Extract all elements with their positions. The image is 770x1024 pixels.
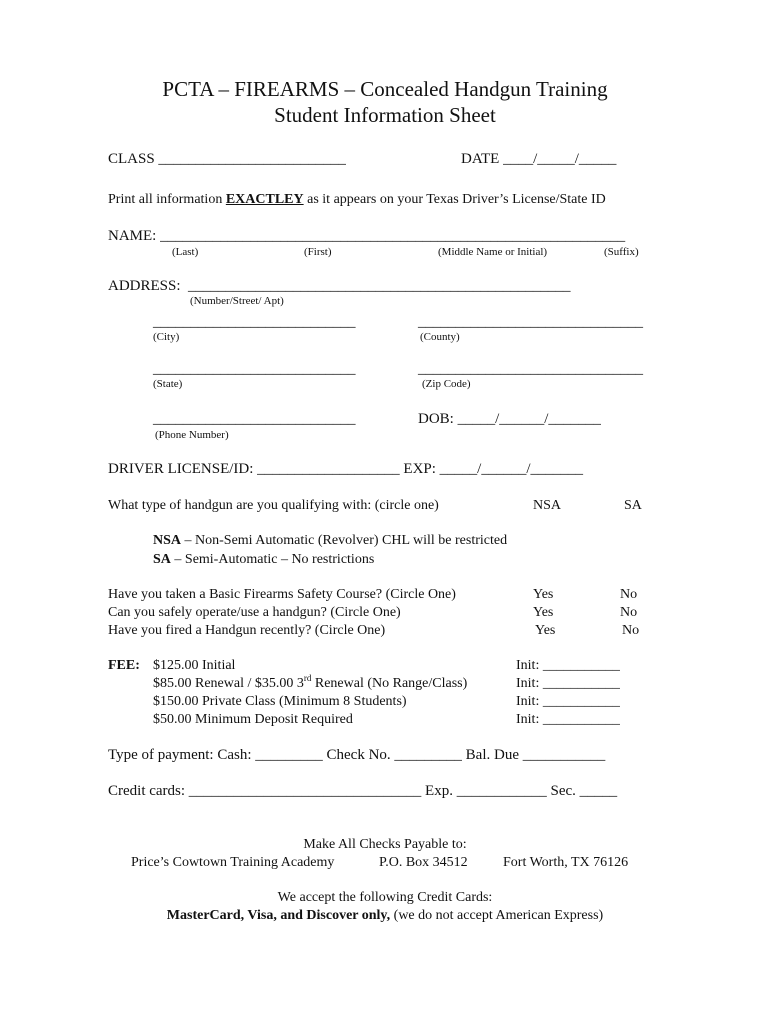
sa-desc: – Semi-Automatic – No restrictions [170,552,375,567]
fee-item [153,673,468,691]
cards-accepted [0,909,770,923]
sa-abbr: SA [153,552,171,567]
state-line[interactable]: ___________________________ [153,361,356,377]
payee-po-box: P.O. Box 34512 [379,855,468,870]
answer-no[interactable]: No [620,587,638,602]
date-field[interactable]: DATE ____/_____/_____ [461,151,617,167]
answer-no[interactable]: No [620,605,638,620]
name-middle-caption: (Middle Name or Initial) [438,246,548,258]
instruction-text [108,193,606,207]
question-safety-course: Have you taken a Basic Firearms Safety Course? (Circle One) [108,587,456,602]
checks-heading: Make All Checks Payable to: [303,837,467,852]
question-fired-recently: Have you fired a Handgun recently? (Circle One) [108,623,386,638]
nsa-abbr: NSA [153,533,182,548]
sa-description [153,553,374,567]
fee-text: Renewal (No Range/Class) [311,676,468,691]
fee-label: FEE: [108,658,140,673]
address-label: ADDRESS: [108,278,181,294]
fee-item [153,695,407,709]
handgun-type-question: What type of handgun are you qualifying with: (circle one) [108,498,439,513]
address-line[interactable]: ___________________________________________________ [188,278,571,294]
payment-type-field[interactable]: Type of payment: Cash: _________ Check No. _________ Bal. Due ___________ [108,747,606,763]
zip-line[interactable]: ______________________________ [418,361,643,377]
form-title: PCTA – FIREARMS – Concealed Handgun Training [162,77,608,101]
city-caption: (City) [153,331,180,343]
payee-city: Fort Worth, TX 76126 [503,855,629,870]
cards-heading: We accept the following Credit Cards: [277,890,493,905]
answer-no[interactable]: No [622,623,640,638]
ordinal-suffix: rd [303,673,312,683]
fee-init-field[interactable]: Init: ___________ [516,712,620,727]
name-field[interactable] [108,229,625,244]
question-operate-handgun: Can you safely operate/use a handgun? (Circle One) [108,605,401,620]
cards-accepted-rest: (we do not accept American Express) [390,908,604,923]
dob-field[interactable]: DOB: _____/______/_______ [418,411,601,427]
answer-yes[interactable]: Yes [533,605,554,620]
phone-line[interactable]: ___________________________ [153,411,356,427]
address-street-caption: (Number/Street/ Apt) [190,295,284,307]
nsa-desc: – Non-Semi Automatic (Revolver) CHL will be restricted [181,533,508,548]
cards-accepted-bold: MasterCard, Visa, and Discover only, [166,908,391,923]
class-field[interactable]: CLASS _________________________ [108,151,346,167]
fee-init-field[interactable]: Init: ___________ [516,694,620,709]
answer-yes[interactable]: Yes [535,623,556,638]
fee-init-field[interactable]: Init: ___________ [516,658,620,673]
name-label: NAME: [108,228,161,244]
city-line[interactable]: ___________________________ [153,314,356,330]
payee-name: Price’s Cowtown Training Academy [131,855,335,870]
driver-license-field[interactable]: DRIVER LICENSE/ID: ___________________ EXP: _____/______/_______ [108,461,583,477]
instruction-emphasis: EXACTLEY [225,192,304,207]
instruction-suffix: as it appears on your Texas Driver’s License/State ID [303,192,606,207]
instruction-prefix: Print all information [108,192,226,207]
fee-text: $150.00 Private Class (Minimum 8 Students) [153,694,407,709]
county-caption: (County) [420,331,460,343]
fee-item [153,713,353,727]
answer-yes[interactable]: Yes [533,587,554,602]
nsa-description [153,534,507,548]
name-suffix-caption: (Suffix) [604,246,639,258]
zip-caption: (Zip Code) [422,378,471,390]
fee-text: $85.00 Renewal / $35.00 3 [153,676,304,691]
phone-caption: (Phone Number) [155,429,229,441]
state-caption: (State) [153,378,183,390]
credit-card-field[interactable]: Credit cards: _______________________________ Exp. ____________ Sec. _____ [108,783,618,799]
fee-init-field[interactable]: Init: ___________ [516,676,620,691]
fee-item [153,659,235,673]
fee-text: $50.00 Minimum Deposit Required [153,712,353,727]
name-first-caption: (First) [304,246,332,258]
handgun-option-sa[interactable]: SA [624,498,642,513]
form-subtitle: Student Information Sheet [274,103,496,127]
county-line[interactable]: ______________________________ [418,314,643,330]
fee-text: $125.00 Initial [153,658,236,673]
name-line[interactable]: ______________________________________________________________ [160,228,626,244]
handgun-option-nsa[interactable]: NSA [533,498,562,513]
name-last-caption: (Last) [172,246,199,258]
